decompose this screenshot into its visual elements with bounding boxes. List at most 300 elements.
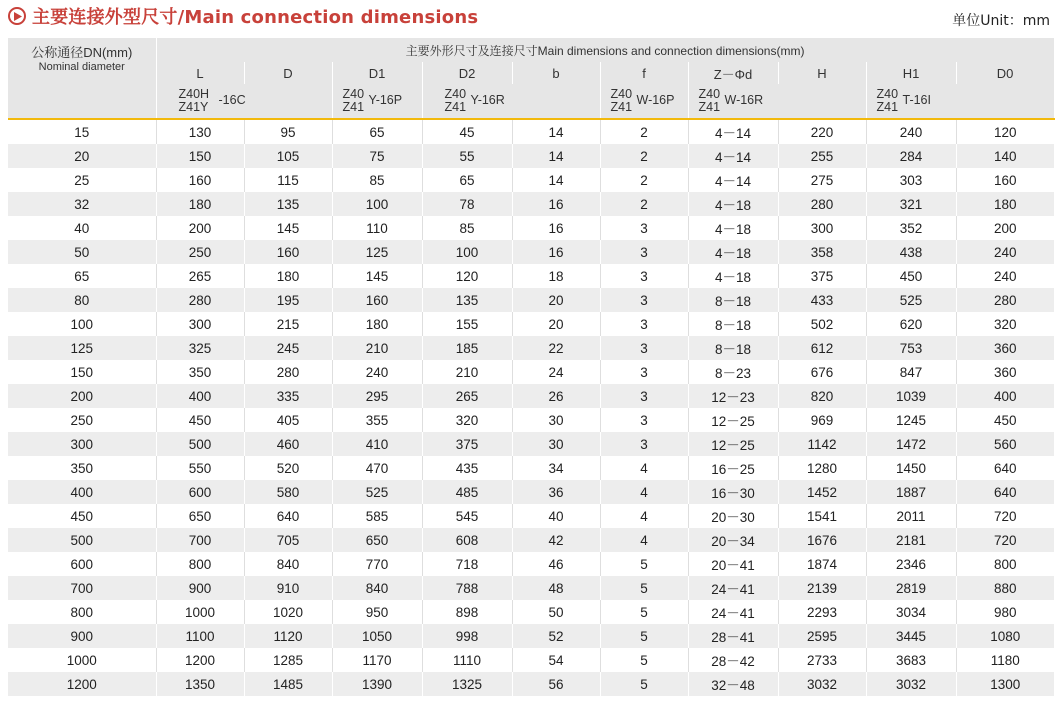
table-cell: 1100: [156, 624, 244, 648]
table-cell: 180: [156, 192, 244, 216]
spec-model-b: Z41: [444, 100, 467, 114]
table-cell: 45: [422, 119, 512, 144]
table-cell: 160: [332, 288, 422, 312]
table-body: [8, 119, 1054, 696]
table-cell: 788: [422, 576, 512, 600]
table-cell: 3: [600, 360, 688, 384]
table-cell: 400: [956, 384, 1054, 408]
table-cell: 1170: [332, 648, 422, 672]
table-cell: 56: [512, 672, 600, 696]
table-row: [8, 312, 1054, 336]
table-cell: 2: [600, 192, 688, 216]
table-cell: 265: [422, 384, 512, 408]
table-cell: 85: [332, 168, 422, 192]
table-cell: 240: [332, 360, 422, 384]
table-cell: 650: [332, 528, 422, 552]
table-cell: 1350: [156, 672, 244, 696]
table-cell: 295: [332, 384, 422, 408]
spec-model-a: Z40: [342, 87, 365, 101]
table-cell: 240: [866, 119, 956, 144]
table-cell: 1142: [778, 432, 866, 456]
table-cell: 4－14: [688, 119, 778, 144]
table-row: [8, 408, 1054, 432]
table-cell: 2733: [778, 648, 866, 672]
table-cell: 125: [332, 240, 422, 264]
table-cell: 640: [956, 480, 1054, 504]
dn-cell: 32: [8, 192, 156, 216]
dn-cell: 700: [8, 576, 156, 600]
dn-cell: 1000: [8, 648, 156, 672]
table-cell: 1390: [332, 672, 422, 696]
dn-cell: 350: [8, 456, 156, 480]
table-cell: 450: [156, 408, 244, 432]
table-cell: 325: [156, 336, 244, 360]
table-cell: 20: [512, 312, 600, 336]
dn-cell: 40: [8, 216, 156, 240]
table-cell: 433: [778, 288, 866, 312]
table-cell: 24: [512, 360, 600, 384]
spec-suffix: -16C: [218, 93, 246, 107]
table-cell: 255: [778, 144, 866, 168]
dn-cell: 150: [8, 360, 156, 384]
table-cell: 65: [332, 119, 422, 144]
table-row: [8, 528, 1054, 552]
table-cell: 215: [244, 312, 332, 336]
table-row: [8, 119, 1054, 144]
dn-cell: 300: [8, 432, 156, 456]
table-row: [8, 288, 1054, 312]
table-row: [8, 576, 1054, 600]
table-cell: 640: [244, 504, 332, 528]
table-cell: 840: [244, 552, 332, 576]
table-cell: 4: [600, 480, 688, 504]
table-cell: 1020: [244, 600, 332, 624]
table-cell: 30: [512, 432, 600, 456]
table-row: [8, 264, 1054, 288]
table-cell: 800: [956, 552, 1054, 576]
table-cell: 200: [956, 216, 1054, 240]
table-cell: 335: [244, 384, 332, 408]
table-cell: 3: [600, 216, 688, 240]
spec-header-blank: [8, 84, 156, 119]
dn-cell: 80: [8, 288, 156, 312]
dn-cell: 200: [8, 384, 156, 408]
table-cell: 12－23: [688, 384, 778, 408]
table-cell: 847: [866, 360, 956, 384]
spec-model-a: Z40H: [178, 87, 210, 101]
table-cell: 28－41: [688, 624, 778, 648]
table-cell: 3: [600, 264, 688, 288]
table-cell: 2293: [778, 600, 866, 624]
table-cell: 160: [244, 240, 332, 264]
table-cell: 753: [866, 336, 956, 360]
table-cell: 100: [422, 240, 512, 264]
table-cell: 155: [422, 312, 512, 336]
table-cell: 1200: [156, 648, 244, 672]
column-header: H1: [866, 62, 956, 84]
table-row: [8, 672, 1054, 696]
table-cell: 676: [778, 360, 866, 384]
table-cell: 2181: [866, 528, 956, 552]
spec-label: [600, 84, 688, 119]
table-row: [8, 600, 1054, 624]
table-cell: 969: [778, 408, 866, 432]
dn-cell: 450: [8, 504, 156, 528]
table-cell: 4－14: [688, 144, 778, 168]
table-cell: 52: [512, 624, 600, 648]
table-row: [8, 240, 1054, 264]
table-cell: 405: [244, 408, 332, 432]
table-cell: 438: [866, 240, 956, 264]
table-cell: 898: [422, 600, 512, 624]
page-title: 主要连接外型尺寸/Main connection dimensions: [32, 7, 479, 28]
table-cell: 612: [778, 336, 866, 360]
table-cell: 16: [512, 192, 600, 216]
column-header: D2: [422, 62, 512, 84]
table-cell: 5: [600, 552, 688, 576]
table-cell: 3683: [866, 648, 956, 672]
table-cell: 14: [512, 144, 600, 168]
table-cell: 5: [600, 576, 688, 600]
table-cell: 115: [244, 168, 332, 192]
table-cell: 14: [512, 119, 600, 144]
table-cell: 1180: [956, 648, 1054, 672]
table-cell: 180: [956, 192, 1054, 216]
table-cell: 375: [778, 264, 866, 288]
table-cell: 110: [332, 216, 422, 240]
table-cell: 4: [600, 528, 688, 552]
table-cell: 240: [956, 240, 1054, 264]
table-cell: 1000: [156, 600, 244, 624]
table-cell: 550: [156, 456, 244, 480]
spec-model-b: Z41: [342, 100, 365, 114]
table-cell: 355: [332, 408, 422, 432]
dn-cell: 50: [8, 240, 156, 264]
table-cell: 145: [332, 264, 422, 288]
table-cell: 30: [512, 408, 600, 432]
table-header: [8, 38, 1054, 119]
table-cell: 1110: [422, 648, 512, 672]
play-circle-icon: [8, 7, 26, 25]
table-cell: 1280: [778, 456, 866, 480]
table-cell: 880: [956, 576, 1054, 600]
table-cell: 4－18: [688, 192, 778, 216]
dn-cell: 800: [8, 600, 156, 624]
table-cell: 8－23: [688, 360, 778, 384]
table-cell: 1472: [866, 432, 956, 456]
table-cell: 26: [512, 384, 600, 408]
table-cell: 130: [156, 119, 244, 144]
table-cell: 580: [244, 480, 332, 504]
table-cell: 145: [244, 216, 332, 240]
dn-cell: 100: [8, 312, 156, 336]
table-cell: 1485: [244, 672, 332, 696]
spec-suffix: Y-16R: [470, 93, 505, 107]
dn-cell: 600: [8, 552, 156, 576]
table-cell: 5: [600, 672, 688, 696]
table-cell: 280: [156, 288, 244, 312]
table-cell: 620: [866, 312, 956, 336]
table-cell: 34: [512, 456, 600, 480]
table-cell: 4: [600, 456, 688, 480]
spec-label: [332, 84, 422, 119]
table-cell: 1450: [866, 456, 956, 480]
table-cell: 1676: [778, 528, 866, 552]
table-cell: 700: [156, 528, 244, 552]
dn-cell: 125: [8, 336, 156, 360]
table-cell: 4－14: [688, 168, 778, 192]
table-cell: 275: [778, 168, 866, 192]
table-cell: 320: [422, 408, 512, 432]
table-row: [8, 552, 1054, 576]
table-cell: 435: [422, 456, 512, 480]
table-cell: 12－25: [688, 432, 778, 456]
table-cell: 16: [512, 240, 600, 264]
spec-suffix: Y-16P: [368, 93, 403, 107]
spec-model-a: Z40: [876, 87, 899, 101]
column-header: D0: [956, 62, 1054, 84]
table-cell: 1285: [244, 648, 332, 672]
table-cell: 284: [866, 144, 956, 168]
table-cell: 1039: [866, 384, 956, 408]
table-cell: 22: [512, 336, 600, 360]
table-cell: 28－42: [688, 648, 778, 672]
table-cell: 352: [866, 216, 956, 240]
dn-header-cn: 公称通径DN(mm): [31, 45, 133, 60]
dn-header: [8, 38, 156, 84]
spec-model-a: Z40: [610, 87, 633, 101]
dn-cell: 500: [8, 528, 156, 552]
table-cell: 400: [156, 384, 244, 408]
spec-label: [156, 84, 332, 119]
column-header: f: [600, 62, 688, 84]
table-cell: 525: [866, 288, 956, 312]
table-cell: 350: [156, 360, 244, 384]
dn-cell: 900: [8, 624, 156, 648]
page-header: [6, 2, 1054, 32]
dn-cell: 1200: [8, 672, 156, 696]
table-cell: 160: [956, 168, 1054, 192]
table-cell: 85: [422, 216, 512, 240]
table-cell: 1120: [244, 624, 332, 648]
spec-label: [422, 84, 600, 119]
spec-label: [866, 84, 1054, 119]
table-cell: 321: [866, 192, 956, 216]
table-cell: 320: [956, 312, 1054, 336]
table-cell: 16－25: [688, 456, 778, 480]
spec-model-b: Z41: [698, 100, 721, 114]
table-row: [8, 192, 1054, 216]
table-row: [8, 336, 1054, 360]
table-cell: 1300: [956, 672, 1054, 696]
table-cell: 2346: [866, 552, 956, 576]
table-cell: 280: [956, 288, 1054, 312]
table-cell: 650: [156, 504, 244, 528]
column-header: D1: [332, 62, 422, 84]
table-cell: 1887: [866, 480, 956, 504]
table-cell: 980: [956, 600, 1054, 624]
spec-model-a: Z40: [444, 87, 467, 101]
column-header: H: [778, 62, 866, 84]
table-cell: 8－18: [688, 288, 778, 312]
table-cell: 410: [332, 432, 422, 456]
unit-label: 单位Unit：mm: [952, 13, 1050, 29]
table-cell: 3: [600, 432, 688, 456]
table-cell: 3445: [866, 624, 956, 648]
spec-suffix: T-16I: [902, 93, 931, 107]
dn-cell: 250: [8, 408, 156, 432]
table-cell: 770: [332, 552, 422, 576]
table-cell: 640: [956, 456, 1054, 480]
table-row: [8, 456, 1054, 480]
table-row: [8, 168, 1054, 192]
table-cell: 3034: [866, 600, 956, 624]
table-cell: 160: [156, 168, 244, 192]
table-cell: 54: [512, 648, 600, 672]
table-cell: 20－41: [688, 552, 778, 576]
table-cell: 1050: [332, 624, 422, 648]
table-cell: 32－48: [688, 672, 778, 696]
table-cell: 2: [600, 119, 688, 144]
table-cell: 303: [866, 168, 956, 192]
table-cell: 75: [332, 144, 422, 168]
table-cell: 502: [778, 312, 866, 336]
table-cell: 195: [244, 288, 332, 312]
table-cell: 460: [244, 432, 332, 456]
table-cell: 240: [956, 264, 1054, 288]
table-cell: 55: [422, 144, 512, 168]
table-cell: 12－25: [688, 408, 778, 432]
table-cell: 185: [422, 336, 512, 360]
table-cell: 800: [156, 552, 244, 576]
table-cell: 180: [244, 264, 332, 288]
table-cell: 250: [156, 240, 244, 264]
table-cell: 470: [332, 456, 422, 480]
table-cell: 4: [600, 504, 688, 528]
table-cell: 135: [422, 288, 512, 312]
table-cell: 1080: [956, 624, 1054, 648]
table-cell: 150: [156, 144, 244, 168]
table-cell: 375: [422, 432, 512, 456]
spec-model-b: Z41: [876, 100, 899, 114]
dn-cell: 25: [8, 168, 156, 192]
table-cell: 100: [332, 192, 422, 216]
table-cell: 600: [156, 480, 244, 504]
table-cell: 4－18: [688, 264, 778, 288]
table-cell: 46: [512, 552, 600, 576]
table-cell: 210: [422, 360, 512, 384]
table-cell: 48: [512, 576, 600, 600]
table-cell: 718: [422, 552, 512, 576]
table-cell: 180: [332, 312, 422, 336]
table-cell: 2: [600, 168, 688, 192]
spec-label: [688, 84, 866, 119]
table-cell: 525: [332, 480, 422, 504]
table-cell: 360: [956, 336, 1054, 360]
table-cell: 220: [778, 119, 866, 144]
table-cell: 50: [512, 600, 600, 624]
table-cell: 3032: [866, 672, 956, 696]
table-cell: 265: [156, 264, 244, 288]
table-cell: 16: [512, 216, 600, 240]
column-header: L: [156, 62, 244, 84]
table-cell: 42: [512, 528, 600, 552]
table-cell: 500: [156, 432, 244, 456]
table-row: [8, 144, 1054, 168]
column-header: Z－Φd: [688, 62, 778, 84]
table-cell: 2595: [778, 624, 866, 648]
table-cell: 105: [244, 144, 332, 168]
table-cell: 20: [512, 288, 600, 312]
table-cell: 720: [956, 528, 1054, 552]
table-cell: 545: [422, 504, 512, 528]
table-cell: 3: [600, 312, 688, 336]
table-cell: 3: [600, 408, 688, 432]
table-cell: 910: [244, 576, 332, 600]
table-cell: 3: [600, 384, 688, 408]
table-cell: 5: [600, 648, 688, 672]
table-cell: 585: [332, 504, 422, 528]
table-cell: 200: [156, 216, 244, 240]
table-cell: 2819: [866, 576, 956, 600]
table-cell: 998: [422, 624, 512, 648]
group-header: 主要外形尺寸及连接尺寸Main dimensions and connection dimensions(mm): [156, 38, 1054, 62]
table-row: [8, 480, 1054, 504]
table-cell: 24－41: [688, 600, 778, 624]
column-header-row: [8, 62, 1054, 84]
table-cell: 16－30: [688, 480, 778, 504]
table-cell: 280: [778, 192, 866, 216]
table-cell: 36: [512, 480, 600, 504]
table-cell: 2139: [778, 576, 866, 600]
table-cell: 120: [422, 264, 512, 288]
table-cell: 4－18: [688, 216, 778, 240]
table-cell: 1452: [778, 480, 866, 504]
spec-model-b: Z41Y: [178, 100, 209, 114]
column-header: D: [244, 62, 332, 84]
table-row: [8, 384, 1054, 408]
dn-cell: 400: [8, 480, 156, 504]
table-cell: 280: [244, 360, 332, 384]
column-header: b: [512, 62, 600, 84]
table-cell: 450: [956, 408, 1054, 432]
spec-suffix: W-16P: [636, 93, 675, 107]
table-cell: 14: [512, 168, 600, 192]
table-cell: 24－41: [688, 576, 778, 600]
table-cell: 40: [512, 504, 600, 528]
table-cell: 3: [600, 336, 688, 360]
table-cell: 1541: [778, 504, 866, 528]
table-cell: 608: [422, 528, 512, 552]
table-cell: 705: [244, 528, 332, 552]
table-row: [8, 360, 1054, 384]
table-cell: 135: [244, 192, 332, 216]
table-cell: 820: [778, 384, 866, 408]
table-cell: 840: [332, 576, 422, 600]
table-cell: 950: [332, 600, 422, 624]
dn-cell: 15: [8, 119, 156, 144]
dimensions-table: [8, 38, 1055, 696]
table-cell: 3032: [778, 672, 866, 696]
spec-header-row: [8, 84, 1054, 119]
table-cell: 300: [156, 312, 244, 336]
table-cell: 4－18: [688, 240, 778, 264]
table-cell: 18: [512, 264, 600, 288]
dn-cell: 20: [8, 144, 156, 168]
table-cell: 560: [956, 432, 1054, 456]
table-cell: 300: [778, 216, 866, 240]
table-cell: 78: [422, 192, 512, 216]
